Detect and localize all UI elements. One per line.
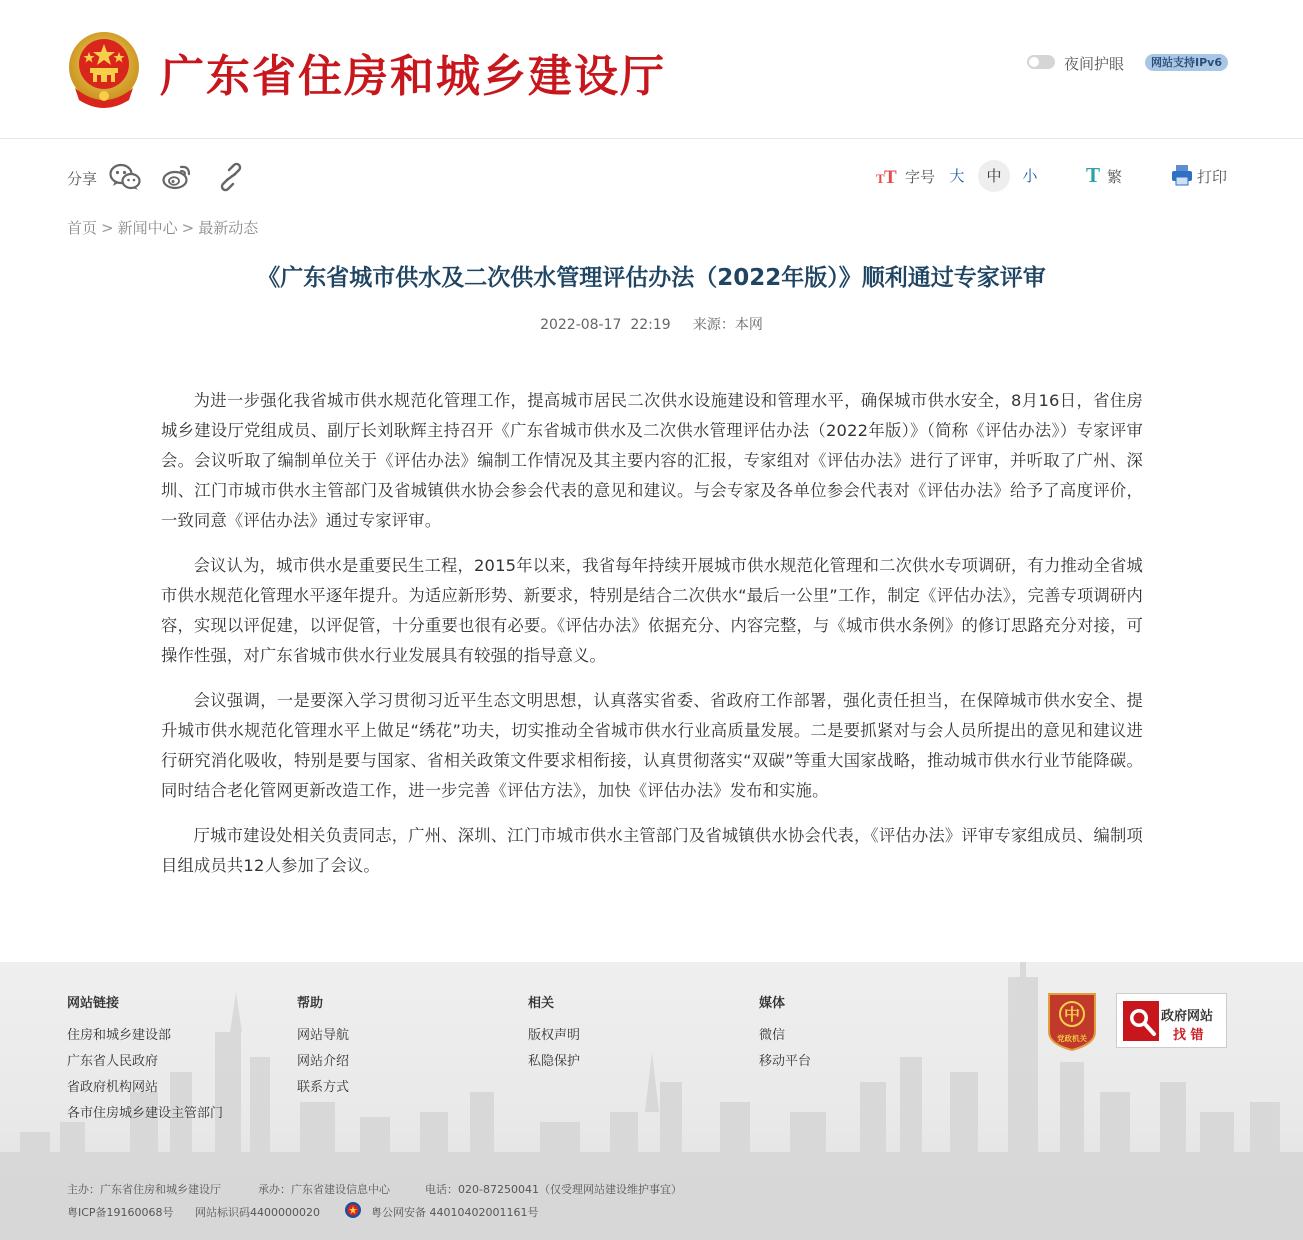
footer-link[interactable]: 各市住房城乡建设主管部门 <box>67 1106 224 1121</box>
footer-host: 主办：广东省住房和城乡建设厅 <box>67 1183 221 1196</box>
site-title[interactable]: 广东省住房和城乡建设厅 <box>160 51 666 102</box>
print-icon[interactable] <box>1171 164 1193 186</box>
article-paragraph: 为进一步强化我省城市供水规范化管理工作，提高城市居民二次供水设施建设和管理水平，确保城市供水安全，8月16日，省住房城乡建设厅党组成员、副厅长刘耿辉主持召开《广东省城市供水及二次供水管理评估办法（2022年版）》（简称《评估办法》）专家评审会。会议听取了编制单位关于《评估办法》编制工作情况及其主要内容的汇报，专家组对《评估办法》进行了评审，并听取了广州、深圳、江门市城市供水主管部门及省城镇供水协会参会代表的意见和建议。与会专家及各单位参会代表对《评估办法》给予了高度评价，一致同意《评估办法》通过专家评审。 <box>161 391 1143 530</box>
footer-link[interactable]: 移动平台 <box>759 1054 812 1069</box>
footer-link[interactable]: 版权声明 <box>528 1028 581 1043</box>
party-badge-text: 党政机关 <box>1057 1034 1087 1043</box>
weibo-share-icon[interactable] <box>161 162 193 192</box>
article-paragraph: 会议强调，一是要深入学习贯彻习近平生态文明思想，认真落实省委、省政府工作部署，强化责任担当，在保障城市供水安全、提升城市供水规范化管理水平上做足“绣花”功夫，切实推动全省城市供水行业高质量发展。二是要抓紧对与会人员所提出的意见和建议进行研究消化吸收，特别是要与国家、省相关政策文件要求相衔接，认真贯彻落实“双碳”等重大国家战略，推动城市供水行业节能降碳。同时结合老化管网更新改造工作，进一步完善《评估方法》，加快《评估办法》发布和实施。 <box>161 691 1143 800</box>
national-emblem-icon[interactable] <box>67 30 141 110</box>
traditional-chinese-icon[interactable] <box>1085 163 1105 185</box>
breadcrumb-news-center[interactable]: 新闻中心 <box>117 219 178 237</box>
footer-column-help <box>297 992 349 1101</box>
breadcrumb <box>67 217 258 238</box>
night-mode-label[interactable]: 夜间护眼 <box>1064 55 1125 73</box>
footer-link[interactable]: 私隐保护 <box>528 1054 581 1069</box>
footer-link[interactable]: 住房和城乡建设部 <box>67 1028 172 1043</box>
footer-police-record-link[interactable]: 粤公网安备 44010402001161号 <box>371 1206 539 1219</box>
site-header <box>0 0 1303 139</box>
footer-link[interactable]: 广东省人民政府 <box>67 1054 159 1069</box>
footer-link[interactable]: 网站介绍 <box>297 1054 350 1069</box>
error-box-title: 政府网站 <box>1161 1009 1214 1024</box>
font-size-label: 字号 <box>905 168 936 186</box>
breadcrumb-separator: > <box>181 219 195 237</box>
footer-heading: 相关 <box>528 996 555 1011</box>
government-website-error-report[interactable] <box>1116 993 1227 1048</box>
magnifier-icon <box>1123 1001 1159 1041</box>
svg-text:T: T <box>1086 163 1101 185</box>
breadcrumb-separator: > <box>101 219 114 237</box>
breadcrumb-home[interactable]: 首页 <box>67 219 98 237</box>
copy-link-icon[interactable] <box>215 162 247 192</box>
footer-link[interactable]: 网站导航 <box>297 1028 350 1043</box>
traditional-chinese-button[interactable]: 繁 <box>1107 168 1123 186</box>
footer-link[interactable]: 联系方式 <box>297 1080 350 1095</box>
footer-link[interactable]: 省政府机构网站 <box>67 1080 159 1095</box>
footer-column-media <box>759 992 811 1075</box>
svg-text:T: T <box>876 171 885 186</box>
font-size-large-button[interactable]: 大 <box>949 167 965 185</box>
footer-undertaker: 承办：广东省建设信息中心 <box>258 1183 390 1196</box>
print-button[interactable]: 打印 <box>1197 168 1228 186</box>
toggle-knob <box>1029 57 1039 67</box>
article-paragraph: 会议认为，城市供水是重要民生工程，2015年以来，我省每年持续开展城市供水规范化管理和二次供水专项调研，有力推动全省城市供水规范化管理水平逐年提升。为适应新形势、新要求，特别是结合二次供水“最后一公里”工作，制定《评估办法》，完善专项调研内容，实现以评促建，以评促管，十分重要也很有必要。《评估办法》依据充分、内容完整，与《城市供水条例》的修订思路充分对接，可操作性强，对广东省城市供水行业发展具有较强的指导意义。 <box>161 556 1143 665</box>
night-mode-toggle[interactable] <box>1027 55 1055 69</box>
share-label: 分享 <box>67 170 98 188</box>
footer-link[interactable]: 微信 <box>759 1028 786 1043</box>
footer-heading: 媒体 <box>759 996 786 1011</box>
font-size-medium-button[interactable]: 中 <box>978 160 1010 192</box>
svg-text:中: 中 <box>1063 1005 1081 1024</box>
party-government-badge-icon[interactable] <box>1045 990 1099 1052</box>
footer-column-links <box>67 992 223 1127</box>
article-meta: 2022-08-17 22:19 来源：本网 <box>540 317 763 333</box>
police-badge-icon <box>344 1201 362 1219</box>
article-paragraph: 厅城市建设处相关负责同志，广州、深圳、江门市城市供水主管部门及省城镇供水协会代表，《评估办法》评审专家组成员、编制项目组成员共12人参加了会议。 <box>161 826 1143 875</box>
font-size-icon <box>876 166 902 186</box>
breadcrumb-latest-news[interactable]: 最新动态 <box>198 219 259 237</box>
footer-site-id: 网站标识码4400000020 <box>195 1206 320 1219</box>
wechat-share-icon[interactable] <box>109 162 141 192</box>
svg-text:T: T <box>884 167 897 186</box>
site-footer <box>0 962 1303 1240</box>
footer-heading: 帮助 <box>297 996 324 1011</box>
footer-icp-link[interactable]: 粤ICP备19160068号 <box>67 1206 174 1219</box>
ipv6-badge: 网站支持IPv6 <box>1145 54 1228 71</box>
font-size-small-button[interactable]: 小 <box>1022 167 1038 185</box>
footer-phone: 电话：020-87250041（仅受理网站建设维护事宜） <box>425 1183 682 1196</box>
footer-heading: 网站链接 <box>67 996 120 1011</box>
error-box-subtitle: 找 错 <box>1173 1028 1204 1043</box>
article-body <box>161 386 1143 896</box>
footer-column-related <box>528 992 580 1075</box>
article-title: 《广东省城市供水及二次供水管理评估办法（2022年版）》顺利通过专家评审 <box>257 265 1046 291</box>
